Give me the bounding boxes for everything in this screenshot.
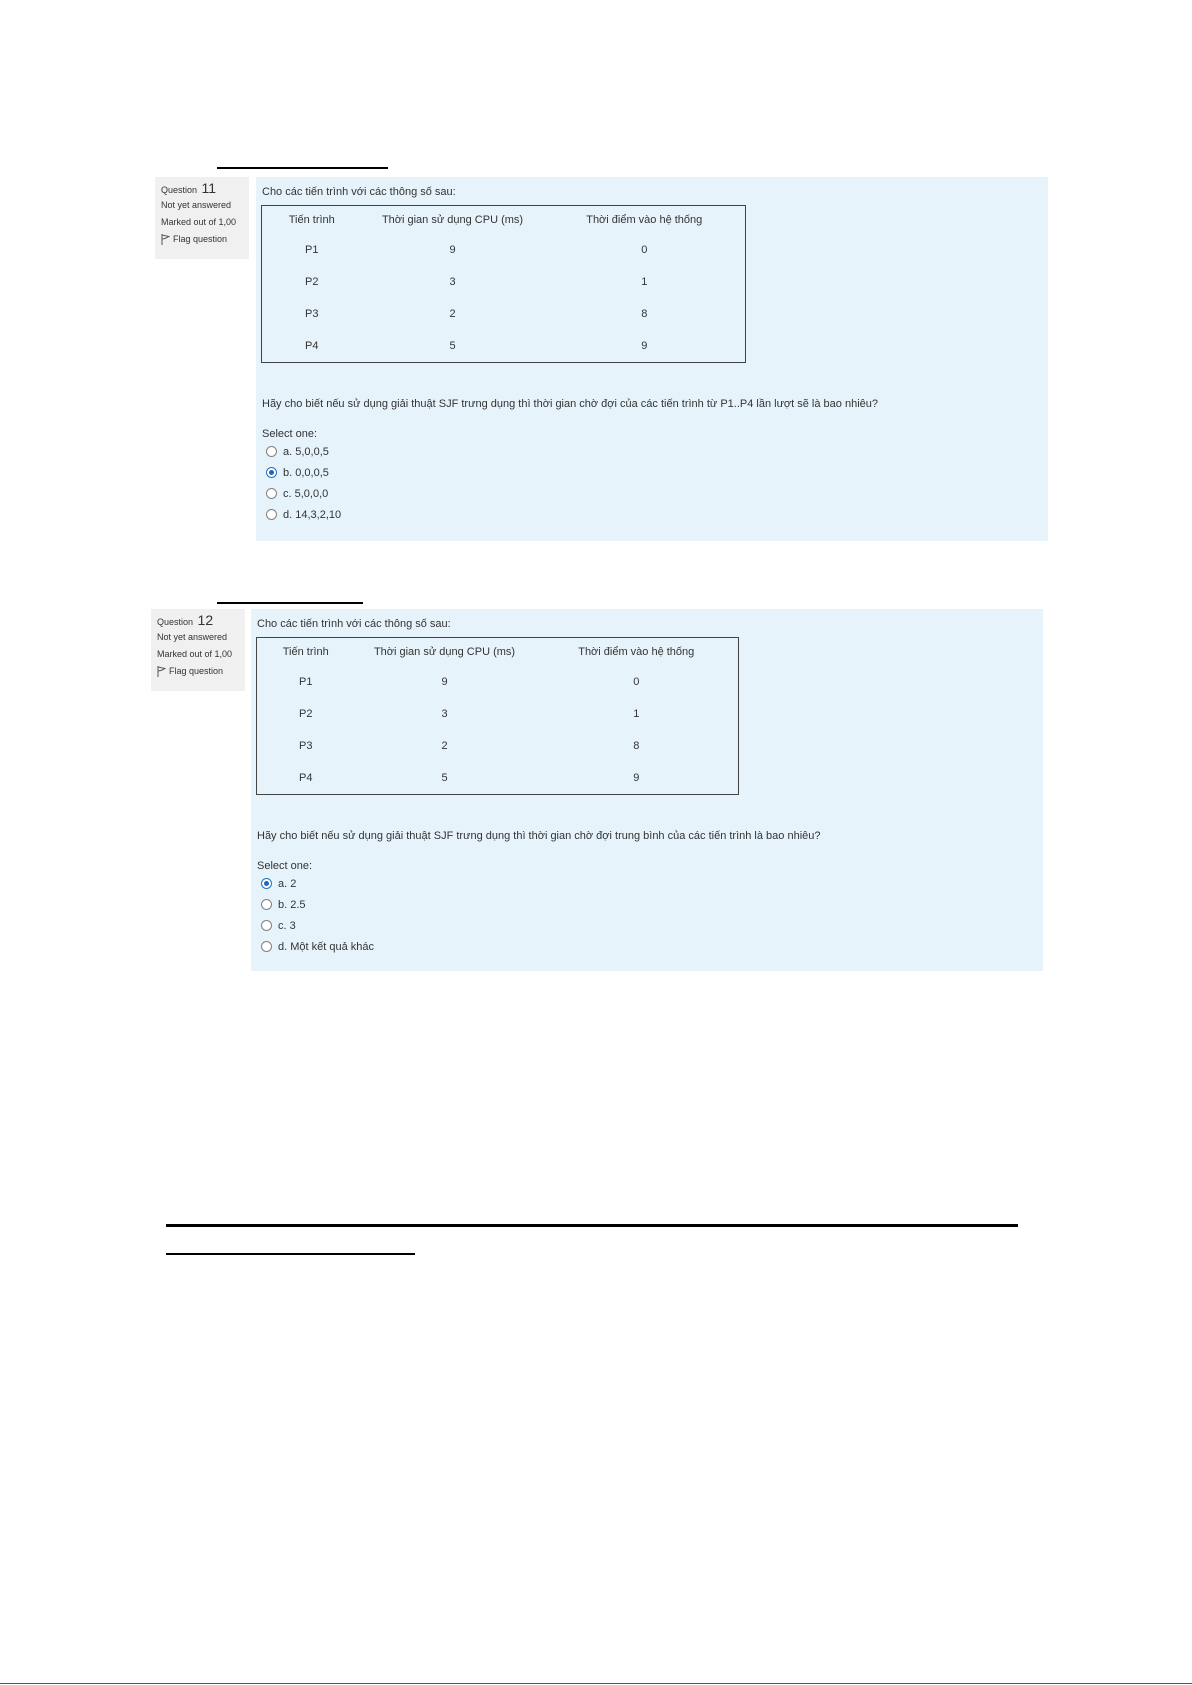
answer-option-b[interactable] [257,894,1037,915]
table-cell: 8 [641,308,648,320]
question-number-row [157,613,239,629]
table-header: Thời điểm vào hệ thống [586,214,703,226]
divider-line-top-1 [217,167,388,169]
radio-button[interactable] [261,920,272,931]
question-number: 11 [201,180,217,196]
option-label: b. 2.5 [278,898,306,911]
table-row [262,330,746,363]
table-cell: 9 [449,244,456,256]
radio-button[interactable] [261,941,272,952]
divider-line-top-2 [217,602,363,604]
question-marks: Marked out of 1,00 [157,649,233,659]
option-label: a. 5,0,0,5 [283,445,329,458]
radio-button[interactable] [266,488,277,499]
table-row [257,730,739,762]
table-header: Tiến trình [282,646,329,658]
answer-option-c[interactable] [262,483,1042,504]
radio-button[interactable] [266,509,277,520]
flag-icon [157,666,166,677]
table-cell: P4 [299,772,313,784]
table-cell: 9 [441,676,448,688]
table-header: Thời gian sử dụng CPU (ms) [381,214,524,226]
process-table [261,205,746,363]
table-header: Tiến trình [288,214,335,226]
question-info-panel [151,609,245,691]
flag-icon [161,234,170,245]
table-row [257,698,739,730]
table-row [257,762,739,795]
table-cell: P1 [299,676,313,688]
flag-question-label: Flag question [173,234,228,244]
table-cell: 5 [449,340,456,352]
table-row [262,266,746,298]
radio-button-selected[interactable] [266,467,277,478]
table-cell: P2 [305,276,319,288]
select-one-label: Select one: [257,860,313,872]
table-row [257,666,739,698]
option-label: d. 14,3,2,10 [283,508,342,521]
flag-question-link[interactable] [157,663,239,680]
table-cell: 2 [449,308,456,320]
table-cell: 5 [441,772,448,784]
option-label: d. Một kết quả khác [278,940,374,953]
option-label: c. 3 [278,919,296,932]
table-cell: 8 [633,740,640,752]
table-cell: 1 [633,708,640,720]
table-header: Thời gian sử dụng CPU (ms) [373,646,516,658]
answer-option-b[interactable] [262,462,1042,483]
option-label: c. 5,0,0,0 [283,487,329,500]
page-bottom-rule [0,1683,1192,1684]
process-table [256,637,739,795]
table-cell: P1 [305,244,319,256]
answer-option-a[interactable] [262,441,1042,462]
divider-line-long [166,1224,1018,1227]
flag-question-link[interactable] [161,231,243,248]
question-number-row [161,181,243,197]
question-marks: Marked out of 1,00 [161,217,237,227]
table-header: Thời điểm vào hệ thống [578,646,695,658]
question-content [256,177,1048,541]
table-cell: 0 [641,244,648,256]
select-one-label: Select one: [262,428,318,440]
table-cell: 3 [441,708,448,720]
table-cell: P3 [299,740,313,752]
table-cell: 1 [641,276,648,288]
question-label: Question [157,617,194,627]
table-row [262,298,746,330]
radio-button-selected[interactable] [261,878,272,889]
table-header-row [262,206,746,235]
radio-button[interactable] [261,899,272,910]
table-cell: P2 [299,708,313,720]
table-cell: 2 [441,740,448,752]
option-label: a. 2 [278,877,297,890]
option-label: b. 0,0,0,5 [283,466,329,479]
table-cell: P4 [305,340,319,352]
question-intro: Cho các tiến trình với các thông số sau: [262,186,456,198]
radio-button[interactable] [266,446,277,457]
answer-option-a[interactable] [257,873,1037,894]
answer-option-c[interactable] [257,915,1037,936]
question-content [251,609,1043,971]
question-intro: Cho các tiến trình với các thông số sau: [257,618,451,630]
flag-question-label: Flag question [169,666,224,676]
table-cell: 9 [641,340,648,352]
question-info-panel [155,177,249,259]
divider-line-short [166,1253,415,1255]
table-cell: 9 [633,772,640,784]
table-row [262,234,746,266]
question-number: 12 [197,612,214,628]
table-header-row [257,638,739,667]
question-status: Not yet answered [161,200,232,210]
question-label: Question [161,185,198,195]
table-cell: 3 [449,276,456,288]
question-prompt: Hãy cho biết nếu sử dụng giải thuật SJF trưng dụng thì thời gian chờ đợi của các tiến trình từ P1..P4 lần lượt sẽ là bao nhiêu? [262,398,878,410]
question-prompt: Hãy cho biết nếu sử dụng giải thuật SJF trưng dụng thì thời gian chờ đợi trung bình của các tiến trình là bao nhiêu? [257,830,821,842]
table-cell: 0 [633,676,640,688]
answer-option-d[interactable] [262,504,1042,525]
table-cell: P3 [305,308,319,320]
question-status: Not yet answered [157,632,228,642]
answer-option-d[interactable] [257,936,1037,957]
